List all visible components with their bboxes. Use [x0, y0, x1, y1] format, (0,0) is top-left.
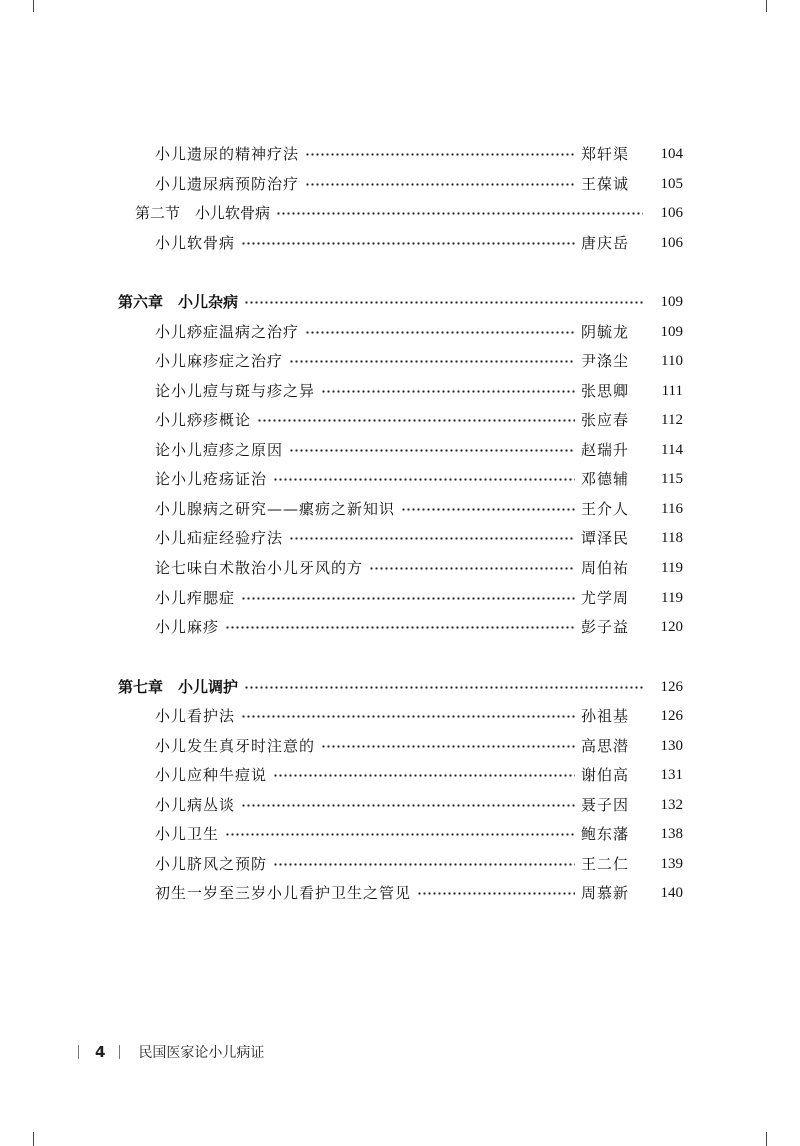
toc-entry-row — [155, 734, 683, 758]
toc-title: 小儿病丛谈 — [155, 796, 236, 814]
toc-title: 论小儿痘疹之原因 — [155, 441, 284, 459]
toc-entry-row — [155, 497, 683, 521]
toc-page-number: 119 — [661, 590, 683, 606]
toc-section-row — [135, 201, 683, 225]
toc-title: 小儿疝症经验疗法 — [155, 529, 284, 547]
toc-page-number: 116 — [661, 501, 683, 517]
toc-entry-row — [155, 231, 683, 255]
toc-author: 阴毓龙 — [581, 323, 630, 341]
toc-title: 小儿痧疹概论 — [155, 411, 252, 429]
footer-page-number: 4 — [95, 1043, 106, 1061]
toc-page-number: 126 — [660, 679, 683, 695]
dot-leader — [241, 804, 575, 807]
toc-entry-row — [155, 320, 683, 344]
dot-leader — [273, 774, 575, 777]
dot-leader — [305, 331, 575, 334]
toc-title: 第七章 小儿调护 — [118, 678, 239, 696]
dot-leader — [273, 478, 575, 481]
toc-page-number: 106 — [660, 235, 683, 251]
toc-title: 小儿看护法 — [155, 707, 236, 725]
toc-author: 孙祖基 — [581, 707, 630, 725]
toc-author: 张应春 — [581, 411, 630, 429]
toc-author: 赵瑞升 — [581, 441, 630, 459]
toc-author: 鲍东藩 — [581, 825, 630, 843]
toc-title: 论七味白术散治小儿牙风的方 — [155, 559, 364, 577]
toc-entry-row — [155, 438, 683, 462]
dot-leader — [321, 390, 575, 393]
crop-mark-top-right — [766, 0, 767, 12]
toc-author: 周慕新 — [581, 884, 630, 902]
toc-entry-row — [155, 852, 683, 876]
toc-page-number: 139 — [660, 856, 683, 872]
toc-page-number: 106 — [660, 205, 683, 221]
dot-leader — [289, 449, 575, 452]
toc-page-number: 132 — [660, 797, 683, 813]
dot-leader — [225, 626, 575, 629]
toc-entry-row — [155, 408, 683, 432]
toc-entry-row — [155, 142, 683, 166]
toc-title: 小儿应种牛痘说 — [155, 766, 268, 784]
toc-entry-row — [155, 704, 683, 728]
toc-author: 王葆诚 — [581, 175, 630, 193]
dot-leader — [417, 892, 575, 895]
toc-title: 第六章 小儿杂病 — [118, 293, 239, 311]
dot-leader — [276, 212, 643, 215]
footer-book-title: 民国医家论小儿病证 — [138, 1045, 265, 1061]
toc-author: 谭泽民 — [581, 529, 630, 547]
toc-title: 小儿遗尿病预防治疗 — [155, 175, 300, 193]
dot-leader — [369, 567, 575, 570]
page-footer — [78, 1041, 264, 1063]
toc-author: 聂子因 — [581, 796, 630, 814]
toc-page-number: 104 — [660, 146, 683, 162]
toc-entry-row — [155, 763, 683, 787]
toc-page-number: 109 — [660, 324, 683, 340]
toc-author: 张思卿 — [581, 382, 630, 400]
toc-page-number: 110 — [661, 353, 683, 369]
toc-author: 王介人 — [581, 500, 630, 518]
toc-page-number: 131 — [660, 767, 683, 783]
dot-leader — [401, 508, 575, 511]
toc-entry-row — [155, 615, 683, 639]
toc-page-number: 109 — [660, 294, 683, 310]
toc-entry-row — [155, 467, 683, 491]
crop-mark-top-left — [33, 0, 34, 12]
toc-entry-row — [155, 822, 683, 846]
toc-entry-row — [155, 793, 683, 817]
toc-title: 第二节 小儿软骨病 — [135, 204, 271, 222]
toc-author: 高思潜 — [581, 737, 630, 755]
toc-title: 小儿卫生 — [155, 825, 220, 843]
toc-page-number: 119 — [661, 560, 683, 576]
toc-entry-row — [155, 379, 683, 403]
toc-page-number: 114 — [661, 442, 683, 458]
dot-leader — [305, 153, 575, 156]
toc-author: 彭子益 — [581, 618, 630, 636]
toc-title: 论小儿痘与斑与疹之异 — [155, 382, 316, 400]
toc-title: 初生一岁至三岁小儿看护卫生之管见 — [155, 884, 412, 902]
toc-title: 论小儿疮疡证治 — [155, 470, 268, 488]
toc-entry-row — [155, 881, 683, 905]
toc-page-number: 130 — [660, 738, 683, 754]
toc-entry-row — [155, 349, 683, 373]
dot-leader — [321, 745, 575, 748]
dot-leader — [244, 301, 643, 304]
toc-title: 小儿麻疹症之治疗 — [155, 352, 284, 370]
dot-leader — [225, 833, 575, 836]
toc-page-number: 118 — [661, 530, 683, 546]
toc-page-number: 112 — [661, 412, 683, 428]
dot-leader — [241, 715, 575, 718]
toc-page-number: 115 — [661, 471, 683, 487]
crop-mark-bottom-right — [766, 1132, 767, 1146]
toc-title: 小儿腺病之研究——瘰疬之新知识 — [155, 500, 396, 518]
toc-chapter-row — [118, 290, 683, 314]
toc-entry-row — [155, 172, 683, 196]
toc-title: 小儿脐风之预防 — [155, 855, 268, 873]
dot-leader — [241, 242, 575, 245]
toc-title: 小儿麻疹 — [155, 618, 220, 636]
toc-title: 小儿发生真牙时注意的 — [155, 737, 316, 755]
dot-leader — [241, 597, 575, 600]
dot-leader — [273, 863, 575, 866]
toc-author: 尹涤尘 — [581, 352, 630, 370]
toc-author: 郑轩渠 — [581, 145, 630, 163]
toc-page-number: 138 — [660, 826, 683, 842]
toc-title: 小儿遗尿的精神疗法 — [155, 145, 300, 163]
footer-divider — [119, 1045, 120, 1059]
toc-entry-row — [155, 586, 683, 610]
dot-leader — [305, 183, 575, 186]
toc-author: 谢伯高 — [581, 766, 630, 784]
crop-mark-bottom-left — [33, 1132, 34, 1146]
toc-entry-row — [155, 556, 683, 580]
dot-leader — [244, 686, 643, 689]
toc-author: 王二仁 — [581, 855, 630, 873]
toc-entry-row — [155, 526, 683, 550]
toc-author: 尤学周 — [581, 589, 630, 607]
toc-title: 小儿软骨病 — [155, 234, 236, 252]
toc-author: 邓德辅 — [581, 470, 630, 488]
toc-title: 小儿痄腮症 — [155, 589, 236, 607]
toc-page-number: 140 — [660, 885, 683, 901]
toc-chapter-row — [118, 675, 683, 699]
dot-leader — [289, 360, 575, 363]
toc-author: 周伯祐 — [581, 559, 630, 577]
toc-page-number: 105 — [660, 176, 683, 192]
toc-author: 唐庆岳 — [581, 234, 630, 252]
toc-page-number: 111 — [661, 383, 683, 399]
toc-page-number: 120 — [660, 619, 683, 635]
dot-leader — [289, 537, 575, 540]
dot-leader — [257, 419, 575, 422]
toc-title: 小儿痧症温病之治疗 — [155, 323, 300, 341]
toc-page-number: 126 — [660, 708, 683, 724]
footer-divider — [78, 1045, 79, 1059]
